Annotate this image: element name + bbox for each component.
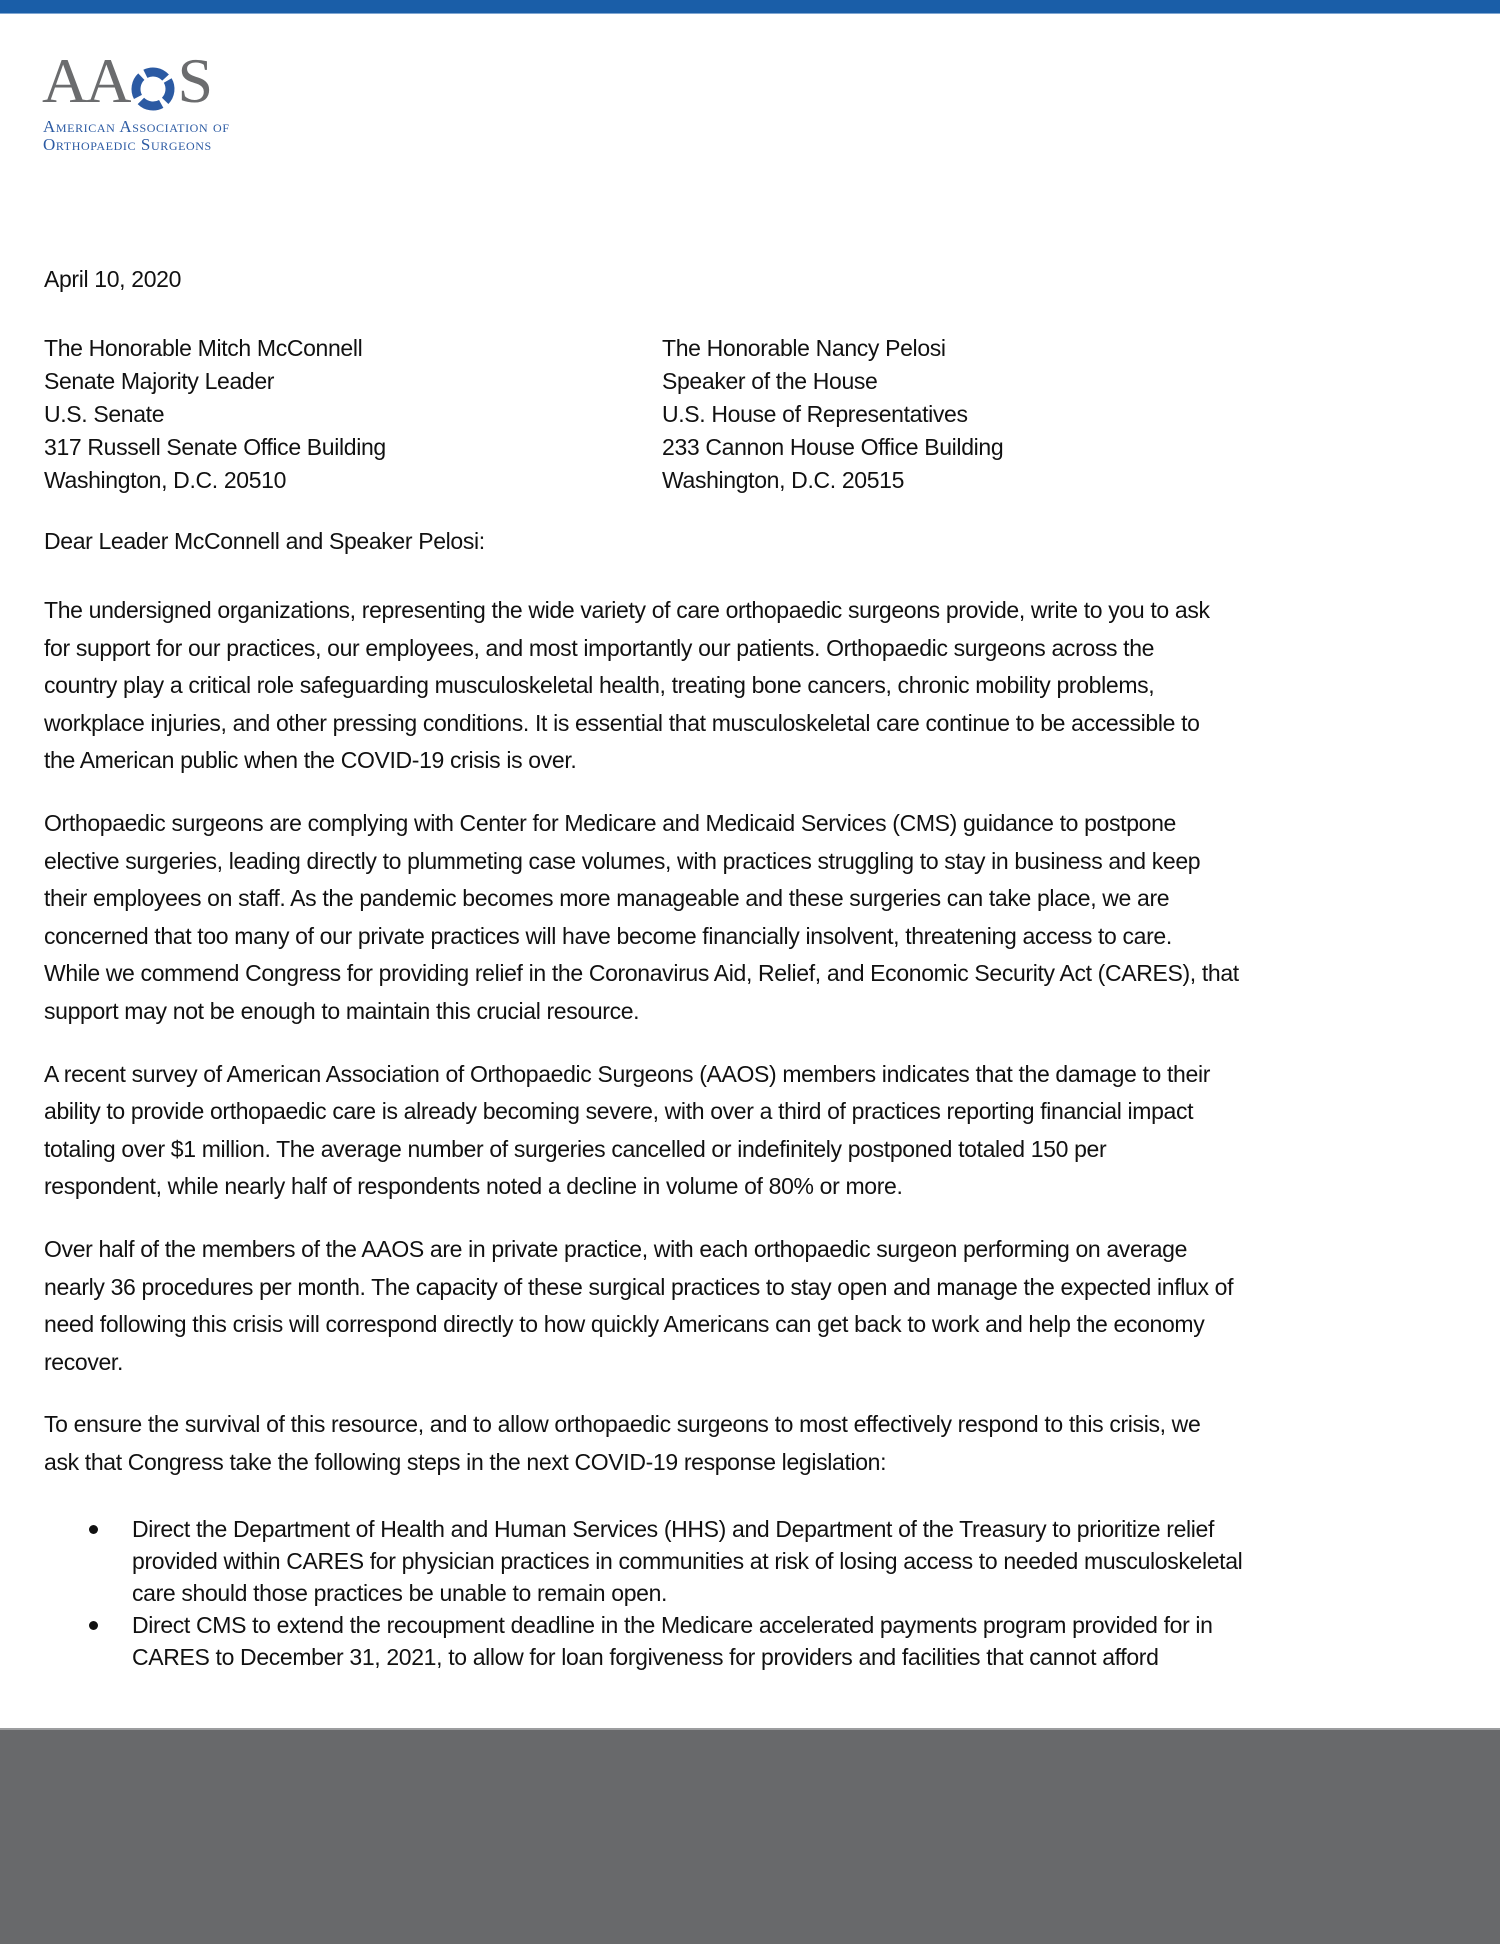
address-line: 317 Russell Senate Office Building: [44, 434, 386, 460]
paragraph-survey: A recent survey of American Association of Orthopaedic Surgeons (AAOS) members indicates that the damage to their ability to provide orthopaedic care is already becoming severe, with over a third of practices reporting financial impact totaling over $1 million. The average number of surgeries cancelled or indefinitely postponed totaled 150 per respondent, while nearly half of respondents noted a decline in volume of 80% or more.: [44, 1060, 1211, 1200]
letter-body: [44, 592, 1424, 1506]
address-line: The Honorable Nancy Pelosi: [662, 335, 946, 361]
logo-swirl-icon: [130, 62, 176, 108]
footer-band: [0, 1728, 1500, 1944]
paragraph-intro: The undersigned organizations, representing the wide variety of care orthopaedic surgeons provide, write to you to ask for support for our practices, our employees, and most importantly our patients. Orthopaedic surgeons across the country play a critical role safeguarding musculoskeletal health, treating bone cancers, chronic mobility problems, workplace injuries, and other pressing conditions. It is essential that musculoskeletal care continue to be accessible to the American public when the COVID-19 crisis is over.: [44, 597, 1210, 774]
address-line: U.S. Senate: [44, 401, 165, 427]
letter-salutation: Dear Leader McConnell and Speaker Pelosi:: [44, 528, 485, 554]
logo-org-line-2: Orthopaedic Surgeons: [43, 135, 212, 154]
bullet-item-hhs-treasury: Direct the Department of Health and Human Services (HHS) and Department of the Treasury to prioritize relief provided within CARES for physician practices in communities at risk of losing access to needed musculoskeletal care should those practices be unable to remain open.: [44, 1513, 1424, 1609]
bullet-dot-icon: [89, 1525, 98, 1534]
bullet-item-cms-recoupment: Direct CMS to extend the recoupment deadline in the Medicare accelerated payments program provided for in CARES to December 31, 2021, to allow for loan forgiveness for providers and facilities that cannot afford: [44, 1609, 1424, 1673]
address-line: U.S. House of Representatives: [662, 401, 968, 427]
paragraph-cms-guidance: Orthopaedic surgeons are complying with Center for Medicare and Medicaid Services (CMS) guidance to postpone elective surgeries, leading directly to plummeting case volumes, with practices struggling to stay in business and keep their employees on staff. As the pandemic becomes more manageable and these surgeries can take place, we are concerned that too many of our private practices will have become financially insolvent, threatening access to care. While we commend Congress for providing relief in the Coronavirus Aid, Relief, and Economic Security Act (CARES), that support may not be enough to maintain this crucial resource.: [44, 809, 1239, 1024]
aaos-logo: [42, 45, 322, 162]
letter-date: April 10, 2020: [44, 266, 182, 292]
logo-wordmark-prefix: AA: [42, 45, 129, 116]
address-line: The Honorable Mitch McConnell: [44, 335, 363, 361]
request-bullet-list: [44, 1513, 1424, 1673]
paragraph-private-practice: Over half of the members of the AAOS are in private practice, with each orthopaedic surgeon performing on average nearly 36 procedures per month. The capacity of these surgical practices to stay open and manage the expected influx of need following this crisis will correspond directly to how quickly Americans can get back to work and help the economy recover.: [44, 1235, 1234, 1375]
address-line: Washington, D.C. 20510: [44, 467, 287, 493]
header-accent-bar: [0, 0, 1500, 14]
recipient-address-mcconnell: [44, 332, 386, 497]
paragraph-request: To ensure the survival of this resource, and to allow orthopaedic surgeons to most effectively respond to this crisis, we ask that Congress take the following steps in the next COVID-19 response legislation:: [44, 1411, 1201, 1475]
logo-org-line-1: American Association of: [43, 117, 230, 136]
recipient-address-pelosi: [662, 332, 1003, 497]
logo-wordmark-suffix: S: [177, 45, 211, 116]
address-line: Washington, D.C. 20515: [662, 467, 905, 493]
logo-wordmark: [42, 45, 211, 116]
address-line: Senate Majority Leader: [44, 368, 275, 394]
address-line: 233 Cannon House Office Building: [662, 434, 1004, 460]
address-line: Speaker of the House: [662, 368, 878, 394]
bullet-dot-icon: [89, 1621, 98, 1630]
